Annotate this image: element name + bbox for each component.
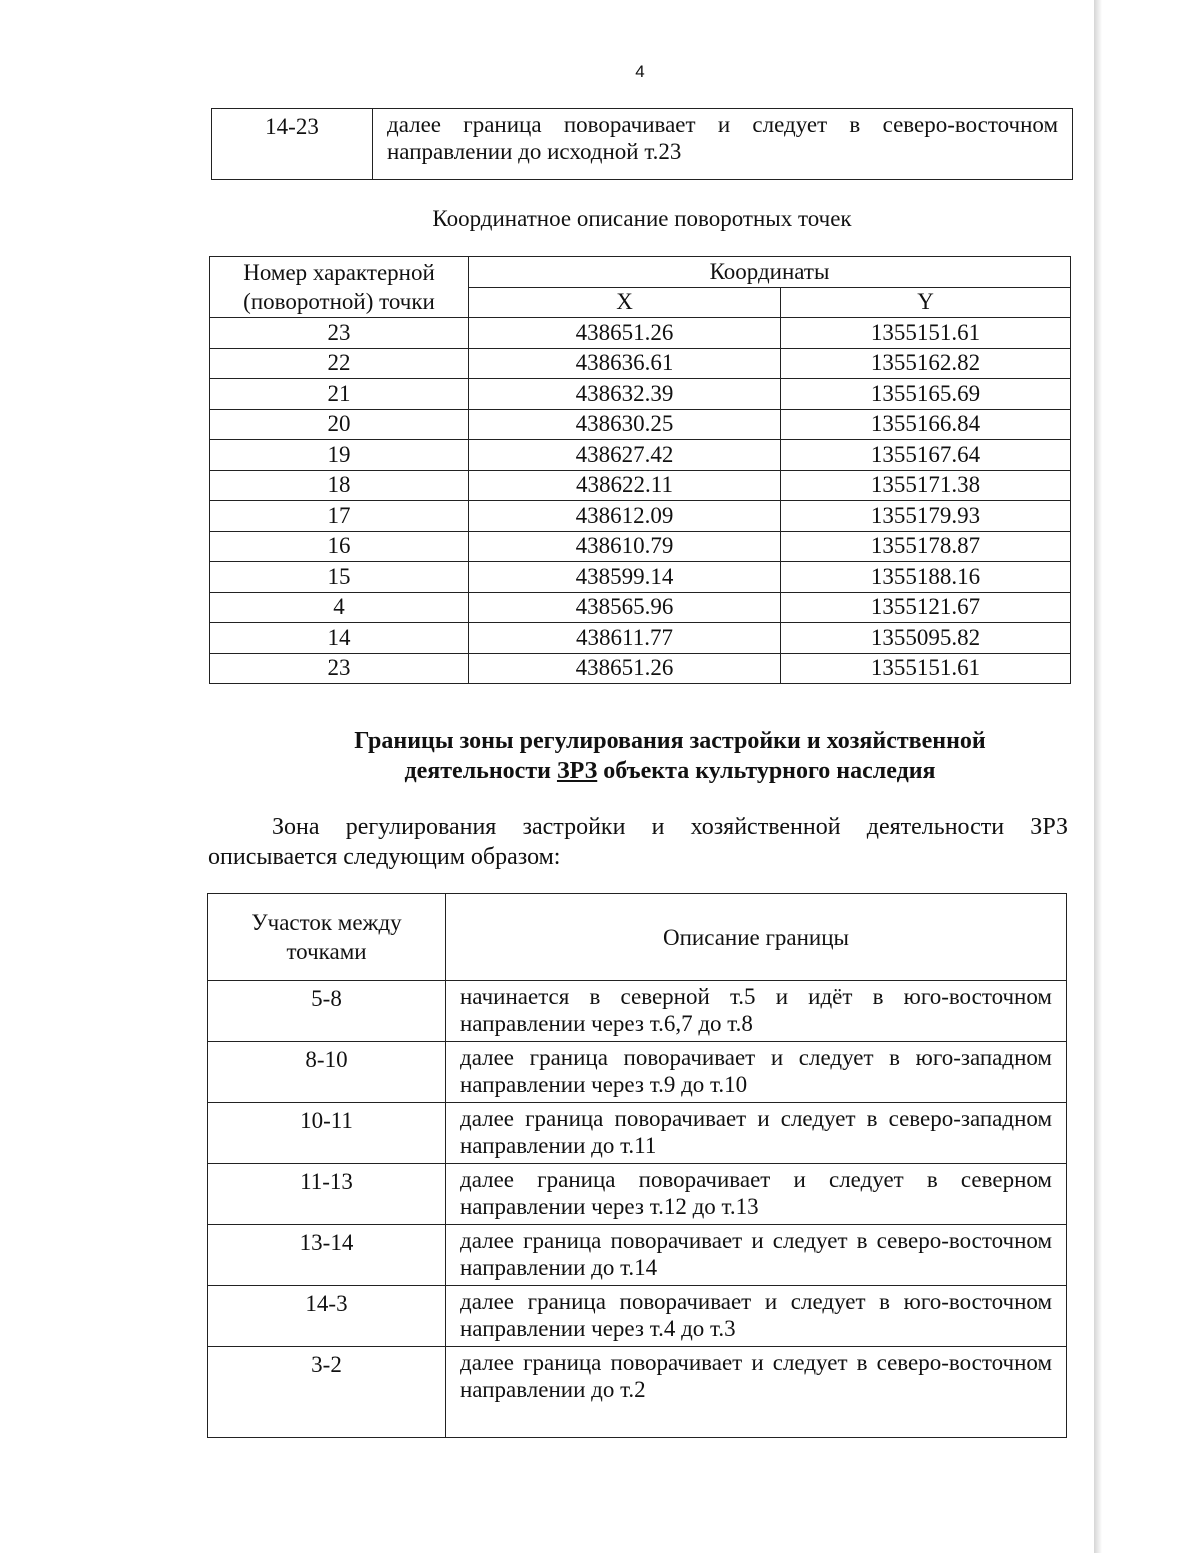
x-cell: 438622.11 bbox=[469, 470, 781, 501]
description-header: Описание границы bbox=[446, 894, 1067, 981]
table-row bbox=[208, 1286, 1067, 1347]
y-cell: 1355171.38 bbox=[781, 470, 1071, 501]
section-heading bbox=[250, 726, 1090, 786]
x-cell: 438627.42 bbox=[469, 440, 781, 471]
table-row bbox=[210, 531, 1071, 562]
zrz-description-paragraph: Зона регулирования застройки и хозяйственной деятельности ЗРЗ описывается следующим образом: bbox=[208, 814, 1068, 870]
description-cell: далее граница поворачивает и следует в юго-западном направлении через т.9 до т.10 bbox=[446, 1042, 1067, 1103]
point-cell: 20 bbox=[210, 409, 469, 440]
x-header: X bbox=[469, 287, 781, 318]
table-row bbox=[210, 348, 1071, 379]
point-cell: 17 bbox=[210, 501, 469, 532]
coordinates-table bbox=[209, 256, 1071, 684]
y-cell: 1355179.93 bbox=[781, 501, 1071, 532]
table-row bbox=[208, 1225, 1067, 1286]
x-cell: 438636.61 bbox=[469, 348, 781, 379]
y-cell: 1355166.84 bbox=[781, 409, 1071, 440]
description-cell: далее граница поворачивает и следует в северо-западном направлении до т.11 bbox=[446, 1103, 1067, 1164]
y-header: Y bbox=[781, 287, 1071, 318]
table-row bbox=[210, 318, 1071, 349]
segment-cell: 5-8 bbox=[208, 981, 446, 1042]
description-cell: начинается в северной т.5 и идёт в юго-восточном направлении через т.6,7 до т.8 bbox=[446, 981, 1067, 1042]
y-cell: 1355165.69 bbox=[781, 379, 1071, 410]
point-cell: 4 bbox=[210, 592, 469, 623]
table-row bbox=[210, 562, 1071, 593]
table-row bbox=[210, 409, 1071, 440]
y-cell: 1355151.61 bbox=[781, 318, 1071, 349]
description-cell: далее граница поворачивает и следует в северо-восточном направлении до исходной т.23 bbox=[373, 109, 1073, 180]
y-cell: 1355162.82 bbox=[781, 348, 1071, 379]
table-row bbox=[208, 1164, 1067, 1225]
table-row bbox=[208, 1042, 1067, 1103]
description-cell: далее граница поворачивает и следует в северо-восточном направлении до т.14 bbox=[446, 1225, 1067, 1286]
point-cell: 19 bbox=[210, 440, 469, 471]
point-cell: 14 bbox=[210, 623, 469, 654]
segment-cell: 13-14 bbox=[208, 1225, 446, 1286]
x-cell: 438611.77 bbox=[469, 623, 781, 654]
table-row bbox=[210, 623, 1071, 654]
segment-cell: 10-11 bbox=[208, 1103, 446, 1164]
point-cell: 22 bbox=[210, 348, 469, 379]
x-cell: 438651.26 bbox=[469, 318, 781, 349]
zrz-boundary-table bbox=[207, 893, 1067, 1438]
zrz-abbreviation: ЗРЗ bbox=[556, 758, 598, 784]
description-cell: далее граница поворачивает и следует в юго-восточном направлении через т.4 до т.3 bbox=[446, 1286, 1067, 1347]
y-cell: 1355167.64 bbox=[781, 440, 1071, 471]
table-row bbox=[210, 379, 1071, 410]
segment-cell: 3-2 bbox=[208, 1347, 446, 1438]
x-cell: 438599.14 bbox=[469, 562, 781, 593]
table-row bbox=[210, 440, 1071, 471]
coordinates-header: Координаты bbox=[469, 257, 1071, 288]
point-cell: 23 bbox=[210, 653, 469, 684]
table-row bbox=[208, 981, 1067, 1042]
heading-line-1: Границы зоны регулирования застройки и хозяйственной bbox=[354, 728, 986, 754]
table-row bbox=[210, 592, 1071, 623]
x-cell: 438630.25 bbox=[469, 409, 781, 440]
y-cell: 1355151.61 bbox=[781, 653, 1071, 684]
y-cell: 1355095.82 bbox=[781, 623, 1071, 654]
table-row bbox=[210, 470, 1071, 501]
x-cell: 438612.09 bbox=[469, 501, 781, 532]
segment-cell: 14-23 bbox=[212, 109, 373, 180]
table-row bbox=[210, 653, 1071, 684]
point-number-header: Номер характерной (поворотной) точки bbox=[210, 257, 469, 318]
segment-cell: 14-3 bbox=[208, 1286, 446, 1347]
table-row bbox=[212, 109, 1073, 180]
table-row bbox=[208, 1103, 1067, 1164]
point-cell: 15 bbox=[210, 562, 469, 593]
table-header-row bbox=[210, 257, 1071, 288]
y-cell: 1355178.87 bbox=[781, 531, 1071, 562]
point-cell: 16 bbox=[210, 531, 469, 562]
page-number: 4 bbox=[635, 62, 645, 81]
x-cell: 438565.96 bbox=[469, 592, 781, 623]
point-cell: 18 bbox=[210, 470, 469, 501]
point-cell: 23 bbox=[210, 318, 469, 349]
y-cell: 1355188.16 bbox=[781, 562, 1071, 593]
segment-cell: 8-10 bbox=[208, 1042, 446, 1103]
y-cell: 1355121.67 bbox=[781, 592, 1071, 623]
boundary-continuation-table bbox=[211, 108, 1073, 180]
table-row bbox=[208, 1347, 1067, 1438]
segment-cell: 11-13 bbox=[208, 1164, 446, 1225]
table-header-row bbox=[208, 894, 1067, 981]
heading-line-2: деятельности ЗРЗ объекта культурного наследия bbox=[404, 758, 936, 784]
segment-header: Участок между точками bbox=[208, 894, 446, 981]
x-cell: 438610.79 bbox=[469, 531, 781, 562]
point-cell: 21 bbox=[210, 379, 469, 410]
scan-page-edge bbox=[1094, 0, 1102, 1553]
x-cell: 438651.26 bbox=[469, 653, 781, 684]
description-cell: далее граница поворачивает и следует в северном направлении через т.12 до т.13 bbox=[446, 1164, 1067, 1225]
description-cell: далее граница поворачивает и следует в северо-восточном направлении до т.2 bbox=[446, 1347, 1067, 1438]
coords-caption: Координатное описание поворотных точек bbox=[432, 206, 852, 231]
table-row bbox=[210, 501, 1071, 532]
x-cell: 438632.39 bbox=[469, 379, 781, 410]
